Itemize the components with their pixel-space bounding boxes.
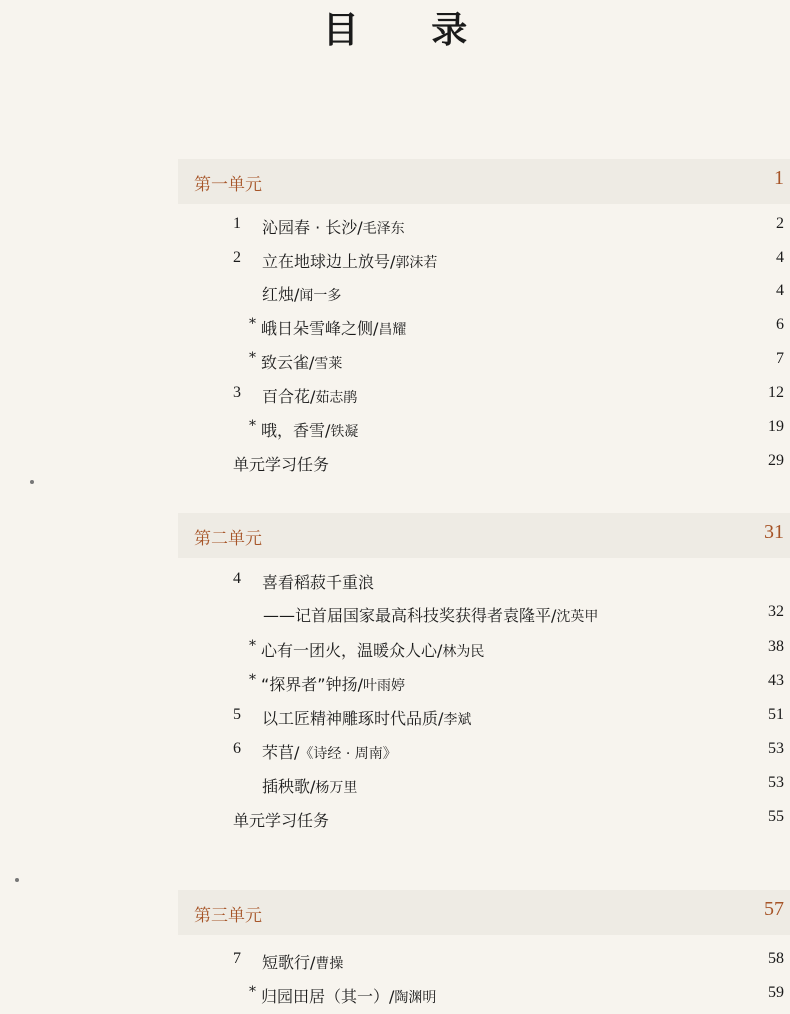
optional-marker: * — [249, 316, 256, 332]
entry-separator: / — [373, 319, 379, 338]
entry-text — [233, 808, 329, 831]
entry-text — [262, 706, 471, 729]
entry-text — [263, 603, 598, 626]
entry-title: 哦，香雪 — [261, 421, 326, 440]
unit-header — [178, 513, 790, 558]
entry-separator: / — [310, 777, 316, 796]
lesson-number: 5 — [233, 706, 241, 723]
entry-separator: / — [357, 218, 363, 237]
entry-author: 李斌 — [443, 712, 472, 728]
optional-marker: * — [249, 418, 256, 434]
entry-text — [262, 249, 437, 272]
entry-title: 峨日朵雪峰之侧 — [261, 319, 374, 338]
entry-text — [261, 350, 342, 373]
entry-separator: / — [294, 743, 300, 762]
entry-page-number: 29 — [768, 452, 784, 469]
entry-page-number: 19 — [768, 418, 784, 435]
unit-title: 第一单元 — [194, 175, 262, 195]
toc-entry — [0, 706, 790, 736]
unit-header — [178, 890, 790, 935]
unit-page-number: 31 — [764, 521, 784, 543]
toc-entry — [0, 384, 790, 414]
unit-page-number: 1 — [774, 167, 784, 189]
toc-entry — [0, 808, 790, 838]
entry-page-number: 2 — [776, 215, 784, 232]
entry-author: 陶渊明 — [394, 990, 437, 1006]
entry-page-number: 53 — [768, 774, 784, 791]
entry-page-number: 59 — [768, 984, 784, 1001]
entry-separator: / — [310, 953, 316, 972]
entry-title: 以工匠精神雕琢时代品质 — [262, 709, 439, 728]
entry-text — [262, 570, 374, 593]
entry-author: 闻一多 — [299, 288, 342, 304]
toc-entry — [0, 638, 790, 668]
toc-entry — [0, 452, 790, 482]
page-title: 目 录 — [322, 10, 498, 51]
toc-entry — [0, 984, 790, 1014]
entry-page-number: 58 — [768, 950, 784, 967]
lesson-number: 3 — [233, 384, 241, 401]
entry-separator: / — [357, 675, 363, 694]
entry-author: 毛泽东 — [362, 221, 405, 237]
entry-title: 立在地球边上放号 — [262, 252, 391, 271]
entry-page-number: 53 — [768, 740, 784, 757]
lesson-number: 7 — [233, 950, 241, 967]
unit-page-number: 57 — [764, 898, 784, 920]
entry-author: 郭沫若 — [395, 255, 438, 271]
toc-entry — [0, 603, 790, 633]
entry-separator: / — [294, 285, 300, 304]
entry-author: 茹志鹃 — [315, 390, 358, 406]
entry-page-number: 51 — [768, 706, 784, 723]
entry-separator: / — [325, 421, 331, 440]
entry-title: ——记首届国家最高科技奖获得者袁隆平 — [263, 606, 552, 625]
toc-entry — [0, 350, 790, 380]
entry-text — [262, 384, 357, 407]
entry-text — [262, 215, 405, 238]
entry-title: “探界者”钟扬 — [261, 675, 358, 694]
toc-entry — [0, 316, 790, 346]
entry-text — [261, 316, 406, 339]
entry-author: 沈英甲 — [556, 609, 599, 625]
unit-header — [178, 159, 790, 204]
entry-title: 单元学习任务 — [233, 811, 330, 830]
entry-page-number: 6 — [776, 316, 784, 333]
optional-marker: * — [249, 984, 256, 1000]
optional-marker: * — [249, 350, 256, 366]
entry-separator: / — [437, 641, 443, 660]
entry-title: 致云雀 — [261, 353, 310, 372]
entry-author: 铁凝 — [330, 424, 359, 440]
entry-text — [262, 950, 343, 973]
optional-marker: * — [249, 672, 256, 688]
toc-entry — [0, 950, 790, 980]
toc-entry — [0, 215, 790, 245]
unit-title: 第二单元 — [194, 529, 262, 549]
toc-entry — [0, 570, 790, 600]
optional-marker: * — [249, 638, 256, 654]
entry-title: 心有一团火，温暖众人心 — [261, 641, 438, 660]
entry-title: 插秧歌 — [262, 777, 311, 796]
entry-separator: / — [389, 987, 395, 1006]
entry-page-number: 43 — [768, 672, 784, 689]
lesson-number: 1 — [233, 215, 241, 232]
entry-author: 雪莱 — [314, 356, 343, 372]
entry-text — [261, 418, 358, 441]
entry-separator: / — [310, 387, 316, 406]
entry-title: 单元学习任务 — [233, 455, 330, 474]
toc-entry — [0, 740, 790, 770]
entry-title: 归园田居（其一） — [261, 987, 390, 1006]
entry-text — [261, 984, 436, 1007]
entry-author: 叶雨婷 — [362, 678, 405, 694]
entry-author: 昌耀 — [378, 322, 407, 338]
toc-entry — [0, 672, 790, 702]
entry-page-number: 4 — [776, 282, 784, 299]
toc-entry — [0, 418, 790, 448]
lesson-number: 4 — [233, 570, 241, 587]
paper-speck — [15, 878, 19, 882]
toc-entry — [0, 282, 790, 312]
entry-separator: / — [390, 252, 396, 271]
entry-text — [261, 638, 484, 661]
entry-title: 芣苢 — [262, 743, 295, 762]
entry-author: 《诗经 · 周南》 — [299, 746, 397, 762]
entry-page-number: 55 — [768, 808, 784, 825]
entry-text — [262, 740, 397, 763]
lesson-number: 2 — [233, 249, 241, 266]
entry-author: 林为民 — [442, 644, 485, 660]
entry-author: 杨万里 — [315, 780, 358, 796]
entry-separator: / — [551, 606, 557, 625]
lesson-number: 6 — [233, 740, 241, 757]
entry-author: 曹操 — [315, 956, 344, 972]
entry-title: 红烛 — [262, 285, 295, 304]
toc-entry — [0, 774, 790, 804]
entry-text — [233, 452, 329, 475]
entry-separator: / — [438, 709, 444, 728]
toc-entry — [0, 249, 790, 279]
entry-page-number: 7 — [776, 350, 784, 367]
paper-speck — [30, 480, 34, 484]
unit-title: 第三单元 — [194, 906, 262, 926]
entry-page-number: 12 — [768, 384, 784, 401]
entry-title: 短歌行 — [262, 953, 311, 972]
entry-text — [262, 774, 357, 797]
entry-page-number: 4 — [776, 249, 784, 266]
entry-text — [261, 672, 405, 695]
entry-separator: / — [309, 353, 315, 372]
entry-title: 沁园春 · 长沙 — [262, 218, 358, 237]
entry-title: 喜看稻菽千重浪 — [262, 573, 375, 592]
entry-title: 百合花 — [262, 387, 311, 406]
entry-page-number: 32 — [768, 603, 784, 620]
entry-text — [262, 282, 341, 305]
entry-page-number: 38 — [768, 638, 784, 655]
